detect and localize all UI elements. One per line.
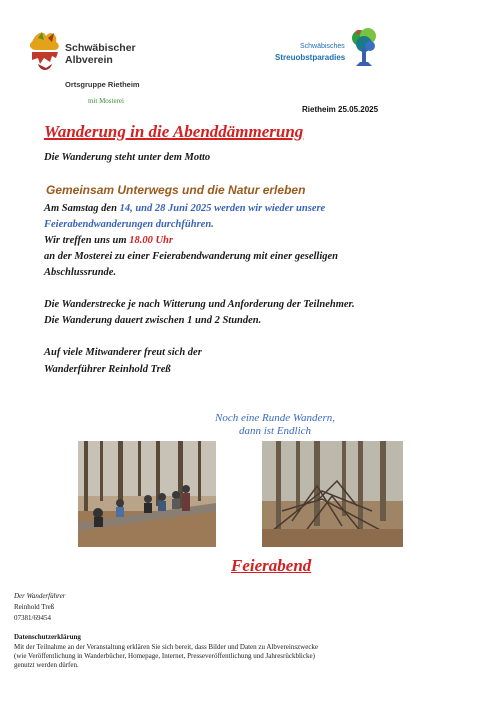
footer-phone: 07381/69454 [14,614,51,622]
albverein-group: Ortsgruppe Rietheim [65,80,140,89]
page-title: Wanderung in die Abenddämmerung [44,122,304,141]
meeting-prefix: Wir treffen uns um [44,235,130,246]
document-date: Rietheim 25.05.2025 [302,105,379,114]
privacy-heading: Datenschutzerklärung [14,633,81,641]
photo-caption-line2: dann ist Endlich [238,425,312,437]
guide-line: Wanderführer Reinhold Treß [44,364,171,375]
motto: Gemeinsam Unterwegs und die Natur erleben [46,183,306,197]
greeting-line: Auf viele Mitwanderer freut sich der [44,347,202,358]
date-line-prefix: Am Samstag den [44,203,120,214]
albverein-subtitle: mit Mosterei [88,97,124,105]
albverein-name-line1: Schwäbischer [65,42,136,54]
meeting-time-line [44,234,173,247]
date-line [44,202,325,215]
duration-line: Die Wanderung dauert zwischen 1 und 2 Stunden. [44,315,262,326]
footer-name: Reinhold Treß [14,603,55,611]
location-line: an der Mosterei zu einer Feierabendwanderung mit einer geselligen [44,251,339,262]
motto-intro: Die Wanderung steht unter dem Motto [44,152,211,163]
privacy-text-line2: (wie Veröffentlichung in Wanderbücher, Homepage, Internet, Presseveröffentlichung und Jahresrückblicke) [14,652,315,660]
footer-role: Der Wanderführer [14,592,66,600]
streuobst-name-line1: Schwäbisches [300,43,345,50]
privacy-text-line3: genutzt werden dürfen. [14,661,79,669]
hikers-on-log-photo [78,441,216,547]
albverein-name-line2: Albverein [65,54,113,66]
date-line-dates: 14, und 28 Juni 2025 werden wir wieder unsere [119,203,326,214]
albverein-logo-icon [26,28,64,76]
feierabend-wanderungen-line: Feierabendwanderungen durchführen. [44,219,214,230]
route-line: Die Wanderstrecke je nach Witterung und Anforderung der Teilnehmer. [44,299,355,310]
location-line-2: Abschlussrunde. [44,267,117,278]
streuobst-name-line2: Streuobstparadies [275,53,346,62]
privacy-text-line1: Mit der Teilnahme an der Veranstaltung erklären Sie sich bereit, dass Bilder und Daten zu Albvereinszwecke [14,643,319,651]
fallen-tree-photo [262,441,403,547]
streuobst-tree-logo-icon [350,26,378,70]
meeting-time: 18.00 Uhr [129,235,173,246]
feierabend-heading: Feierabend [231,556,312,575]
photo-caption-line1: Noch eine Runde Wandern, [215,412,335,424]
